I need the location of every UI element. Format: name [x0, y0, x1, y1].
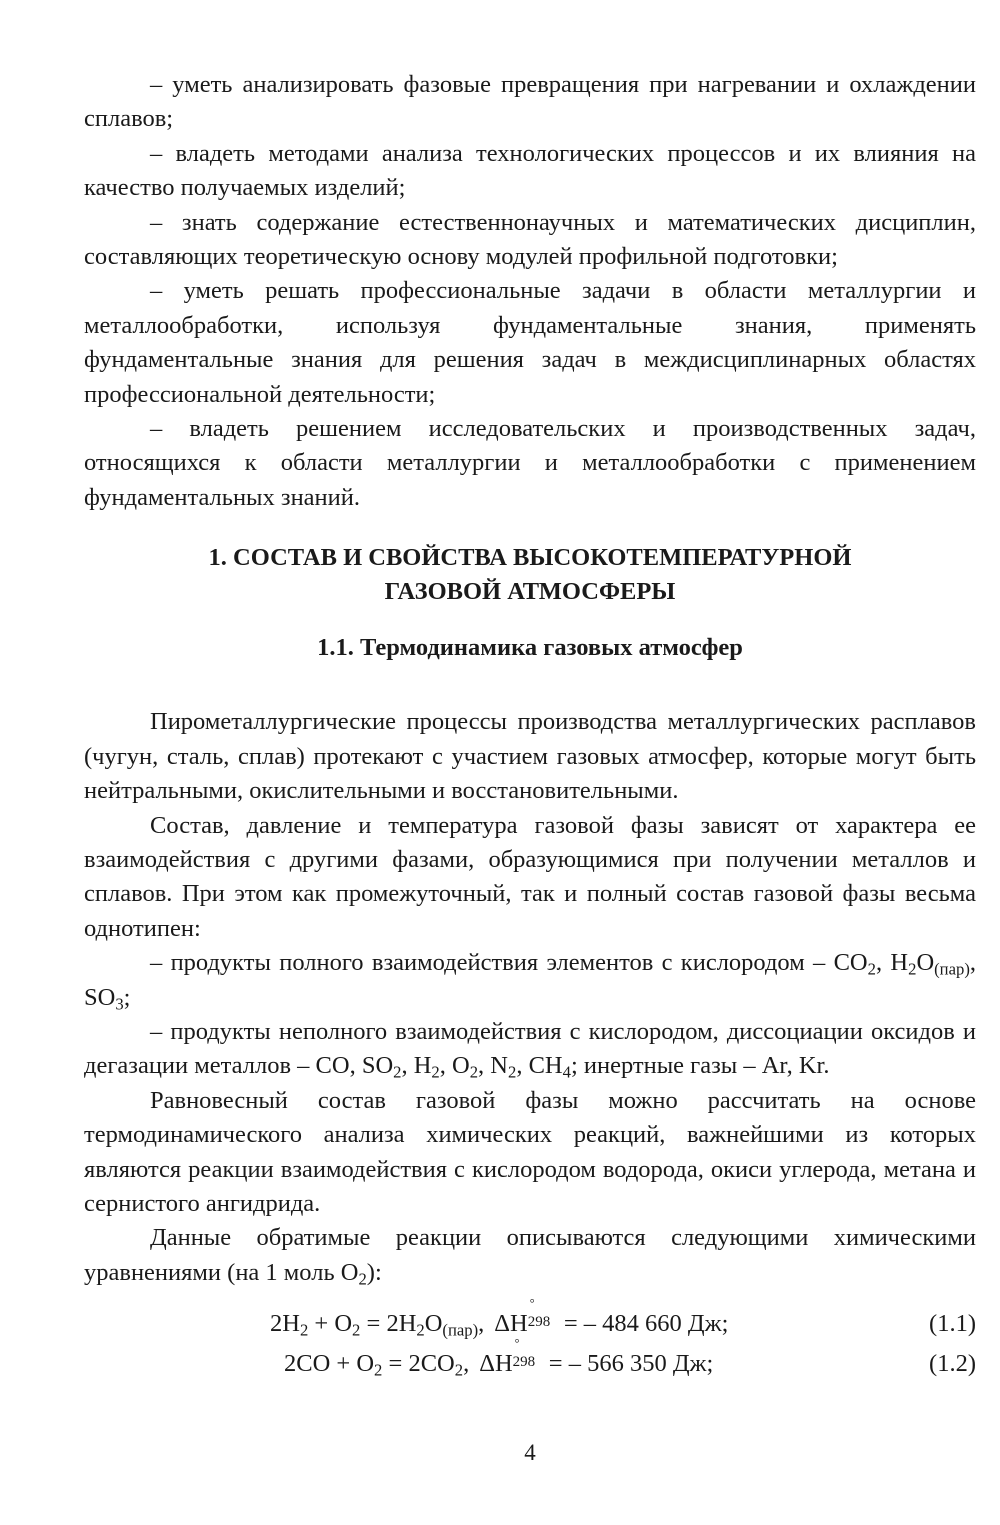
equations	[84, 1296, 976, 1384]
equation-number: (1.1)	[929, 1310, 976, 1338]
body-paragraph-4: Данные обратимые реакции описываются следующими химическими уравнениями (на 1 моль $O_2$):	[84, 1224, 976, 1289]
section-title-line-2: ГАЗОВОЙ АТМОСФЕРЫ	[384, 578, 676, 606]
document-page	[84, 68, 976, 1384]
equation-number: (1.2)	[929, 1350, 976, 1378]
section-title	[84, 541, 976, 609]
intro-item-4: – уметь решать профессиональные задачи в области металлургии и металлообработки, используя фундаментальные знания, применять фундаментальные знания для решения задач в междисциплинарных областях профессиональной деятельности;	[84, 277, 976, 408]
intro-item-3: – знать содержание естественнонаучных и математических дисциплин, составляющих теоретическую основу модулей профильной подготовки;	[84, 208, 976, 271]
page-number: 4	[524, 1440, 536, 1465]
body-list-item-2: – продукты неполного взаимодействия с кислородом, диссоциации оксидов и дегазации металлов – CO, $SO_2$, $H_2$, $O_2$, $N_2$, $CH_4$; инертные газы – Ar, Kr.	[84, 1017, 976, 1082]
body-paragraph-1: Пирометаллургические процессы производства металлургических расплавов (чугун, сталь, сплав) протекают с участием газовых атмосфер, которые могут быть нейтральными, окислительными и восстановительными.	[84, 708, 976, 805]
equation-formula: $2H_2 + O_2 = 2H_2O_{(пар)}$, ΔH ° 298 = – 484 660 Дж;	[270, 1304, 728, 1344]
equation-1-1	[84, 1296, 976, 1344]
intro-item-2: – владеть методами анализа технологических процессов и их влияния на качество получаемых изделий;	[84, 139, 976, 202]
equation-formula: $2CO + O_2 = 2CO_2$, ΔH ° 298 = – 566 350 Дж;	[284, 1344, 713, 1384]
intro-item-1: – уметь анализировать фазовые превращения при нагревании и охлаждении сплавов;	[84, 71, 976, 133]
enthalpy-symbol: ΔH ° 298	[479, 1336, 536, 1378]
equation-1-2	[84, 1336, 976, 1384]
section-title-line-1: 1. СОСТАВ И СВОЙСТВА ВЫСОКОТЕМПЕРАТУРНОЙ	[208, 544, 852, 572]
intro-item-5: – владеть решением исследовательских и производственных задач, относящихся к области металлургии и металлообработки с применением фундаментальных знаний.	[84, 415, 976, 511]
body-paragraph-3: Равновесный состав газовой фазы можно рассчитать на основе термодинамического анализа химических реакций, важнейшими из которых являются реакции взаимодействия с кислородом водорода, окиси углерода, метана и сернистого ангидрида.	[84, 1086, 976, 1217]
subsection-title: 1.1. Термодинамика газовых атмосфер	[317, 634, 743, 662]
body-paragraph-2: Состав, давление и температура газовой фазы зависят от характера ее взаимодействия с другими фазами, образующимися при получении металлов и сплавов. При этом как промежуточный, так и полный состав газовой фазы весьма однотипен:	[84, 811, 976, 942]
enthalpy-symbol: ΔH ° 298	[494, 1296, 551, 1338]
body-list-item-1: – продукты полного взаимодействия элементов с кислородом – $CO_2$, $H_2O_{(пар)}$, $SO_3$;	[84, 949, 976, 1014]
